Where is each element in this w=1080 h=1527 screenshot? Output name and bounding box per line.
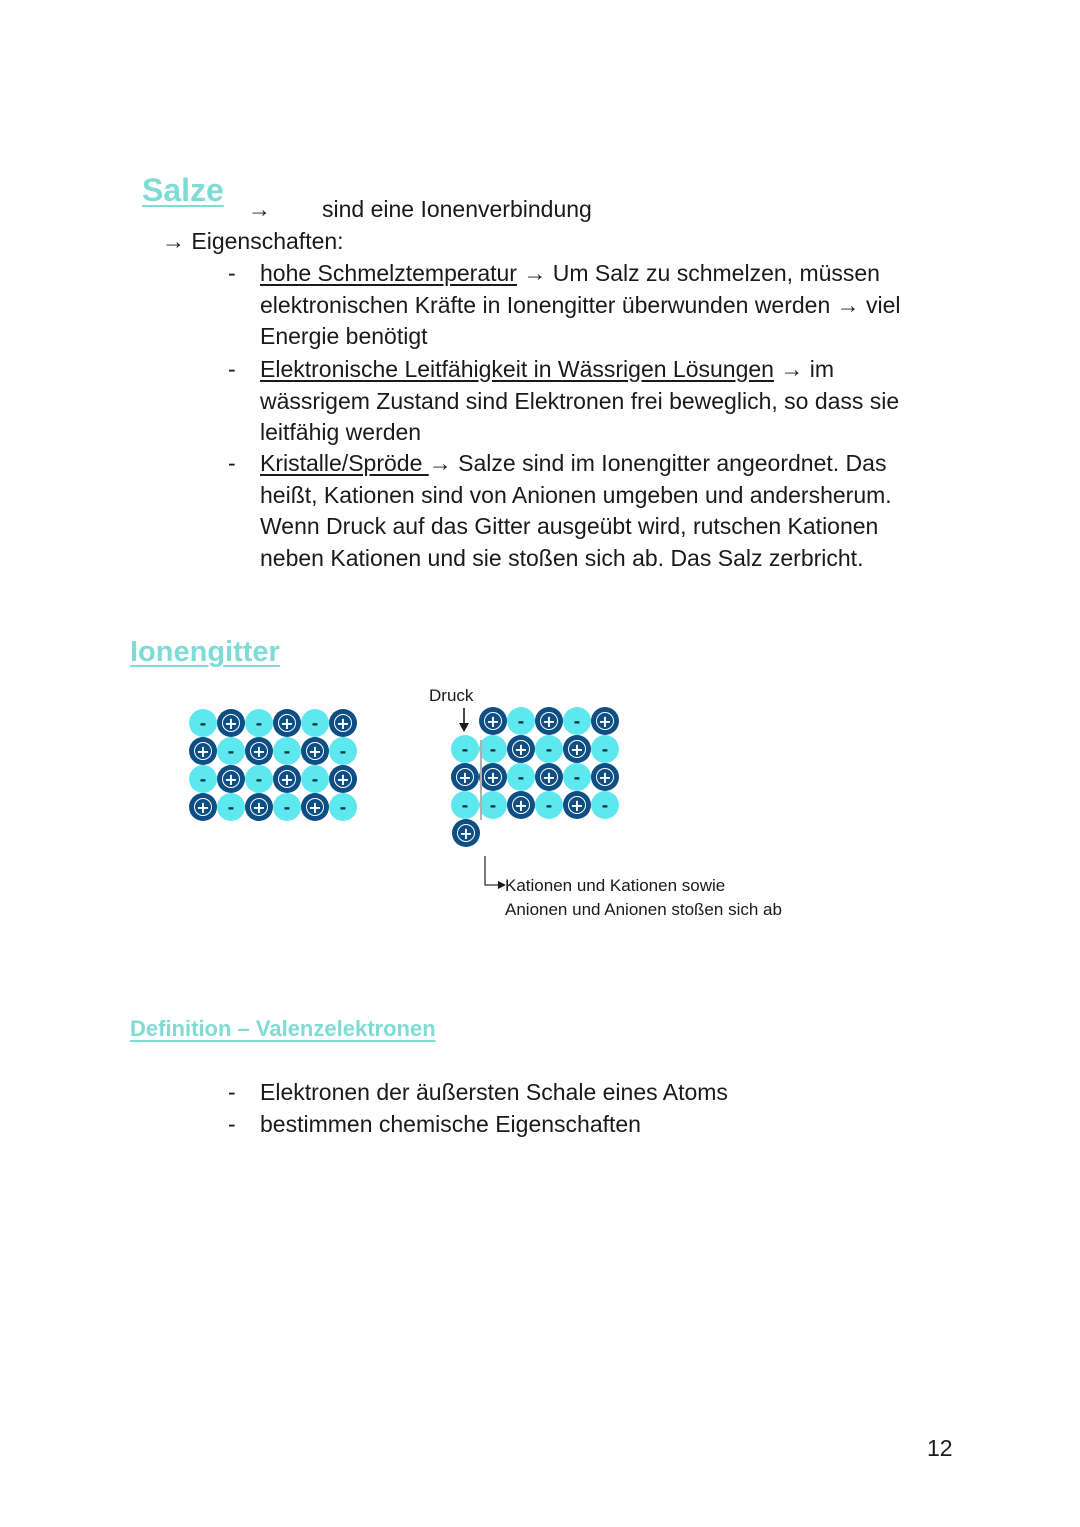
cation-ion: + — [479, 707, 507, 735]
anion-ion: - — [301, 765, 329, 793]
definition-item-2: bestimmen chemische Eigenschaften — [260, 1111, 641, 1137]
property-item-2: Elektronische Leitfähigkeit in Wässrigen Lösungen → im wässrigem Zustand sind Elektronen frei beweglich, so dass sie leitfähig werden — [260, 356, 900, 445]
anion-ion: - — [507, 707, 535, 735]
anion-ion: - — [189, 765, 217, 793]
anion-ion: - — [189, 709, 217, 737]
cation-ion: + — [245, 737, 273, 765]
cation-ion: + — [301, 737, 329, 765]
anion-ion: - — [479, 791, 507, 819]
pressure-arrow-icon — [457, 708, 471, 734]
salze-heading: Salze — [142, 172, 224, 208]
property-term: hohe Schmelztemperatur — [260, 260, 517, 286]
anion-ion: - — [591, 735, 619, 763]
salze-subtitle: sind eine Ionenverbindung — [322, 196, 592, 222]
definition-item-1: Elektronen der äußersten Schale eines Atoms — [260, 1079, 728, 1105]
anion-ion: - — [245, 765, 273, 793]
anion-ion: - — [507, 763, 535, 791]
cation-ion: + — [507, 791, 535, 819]
anion-ion: - — [245, 709, 273, 737]
bullet-dash: - — [228, 450, 236, 476]
eigenschaften-label: → Eigenschaften: — [162, 228, 344, 254]
cation-ion: + — [217, 765, 245, 793]
anion-ion: - — [451, 735, 479, 763]
anion-ion: - — [563, 763, 591, 791]
cation-ion: + — [329, 765, 357, 793]
shift-line — [478, 740, 484, 830]
cation-ion: + — [452, 819, 480, 847]
property-item-3: Kristalle/Spröde → Salze sind im Ionengitter angeordnet. Das heißt, Kationen sind von Anionen umgeben und andersherum. Wenn Druck auf das Gitter ausgeübt wird, rutschen Kationen neben Kationen und sie stoßen sich ab. Das Salz zerbricht. — [260, 450, 892, 571]
cation-ion: + — [535, 707, 563, 735]
bullet-dash: - — [228, 1111, 236, 1137]
anion-ion: - — [591, 791, 619, 819]
cation-ion: + — [329, 709, 357, 737]
anion-ion: - — [329, 793, 357, 821]
anion-ion: - — [301, 709, 329, 737]
cation-ion: + — [507, 735, 535, 763]
anion-ion: - — [217, 793, 245, 821]
anion-ion: - — [535, 791, 563, 819]
cation-ion: + — [245, 793, 273, 821]
ionengitter-heading: Ionengitter — [130, 636, 280, 668]
anion-ion: - — [535, 735, 563, 763]
property-term: Kristalle/Spröde — [260, 450, 429, 476]
bullet-dash: - — [228, 356, 236, 382]
druck-label: Druck — [429, 686, 474, 705]
cation-ion: + — [591, 707, 619, 735]
cation-ion: + — [563, 735, 591, 763]
property-item-1: hohe Schmelztemperatur → Um Salz zu schmelzen, müssen elektronischen Kräfte in Ionengitter überwunden werden → viel Energie benötigt — [260, 260, 901, 349]
cation-ion: + — [273, 709, 301, 737]
cation-ion: + — [479, 763, 507, 791]
lattice-caption: Kationen und Kationen sowie Anionen und Anionen stoßen sich ab — [505, 876, 782, 919]
definition-heading: Definition – Valenzelektronen — [130, 1016, 436, 1041]
page-number: 12 — [927, 1435, 953, 1461]
cation-ion: + — [189, 793, 217, 821]
cation-ion: + — [535, 763, 563, 791]
anion-ion: - — [273, 737, 301, 765]
bullet-dash: - — [228, 260, 236, 286]
cation-ion: + — [189, 737, 217, 765]
cation-ion: + — [563, 791, 591, 819]
anion-ion: - — [273, 793, 301, 821]
cation-ion: + — [273, 765, 301, 793]
cation-ion: + — [301, 793, 329, 821]
bullet-dash: - — [228, 1079, 236, 1105]
anion-ion: - — [479, 735, 507, 763]
salze-arrow: → — [248, 196, 271, 222]
anion-ion: - — [451, 791, 479, 819]
property-term: Elektronische Leitfähigkeit in Wässrigen Lösungen — [260, 356, 774, 382]
cation-ion: + — [451, 763, 479, 791]
anion-ion: - — [563, 707, 591, 735]
cation-ion: + — [217, 709, 245, 737]
cation-ion: + — [591, 763, 619, 791]
anion-ion: - — [329, 737, 357, 765]
anion-ion: - — [217, 737, 245, 765]
